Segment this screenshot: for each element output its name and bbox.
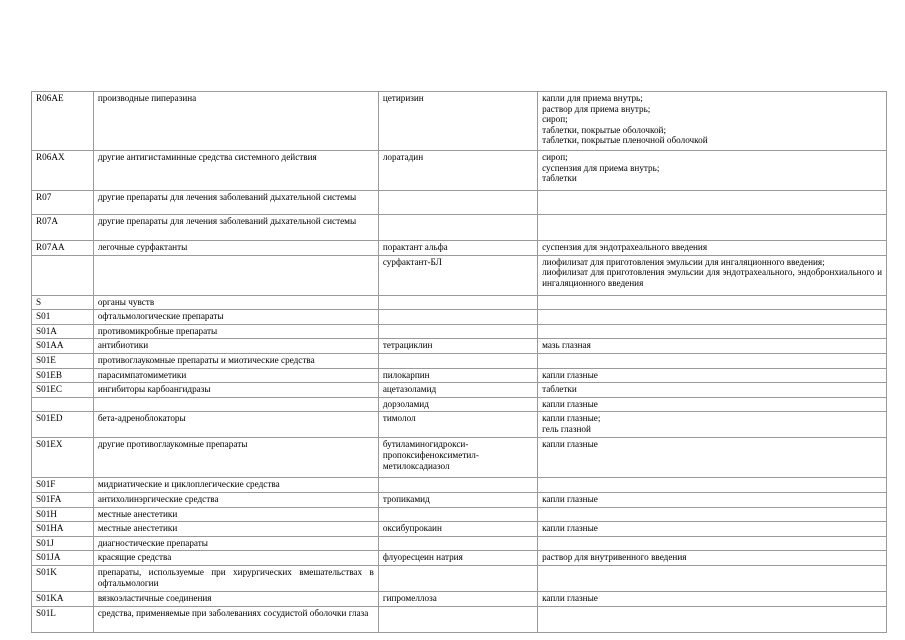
group-name-cell (93, 255, 378, 295)
group-name-cell: парасимпатомиметики (93, 368, 378, 383)
atc-code-cell: R07A (32, 215, 94, 241)
table-row (32, 310, 887, 325)
atc-code-cell: R06AX (32, 151, 94, 191)
atc-code-cell: S01HA (32, 522, 94, 537)
inn-cell: гипромеллоза (378, 591, 537, 606)
inn-cell: тетрациклин (378, 339, 537, 354)
group-name-cell: антихолинэргические средства (93, 492, 378, 507)
dosage-form-cell: раствор для внутривенного введения (538, 551, 887, 566)
inn-cell: ацетазоламид (378, 383, 537, 398)
group-name-cell: местные анестетики (93, 507, 378, 522)
inn-cell (378, 606, 537, 632)
table-row (32, 353, 887, 368)
dosage-form-cell (538, 478, 887, 493)
group-name-cell: мидриатические и циклоплегические средства (93, 478, 378, 493)
group-name-cell: легочные сурфактанты (93, 241, 378, 256)
inn-cell: порактант альфа (378, 241, 537, 256)
atc-code-cell: S01E (32, 353, 94, 368)
atc-code-cell: R07 (32, 191, 94, 215)
atc-code-cell: S01EC (32, 383, 94, 398)
inn-cell: флуоресцеин натрия (378, 551, 537, 566)
group-name-cell (93, 397, 378, 412)
table-row (32, 151, 887, 191)
group-name-cell: другие антигистаминные средства системного действия (93, 151, 378, 191)
dosage-form-cell: мазь глазная (538, 339, 887, 354)
table-row (32, 383, 887, 398)
table-row (32, 215, 887, 241)
table-row (32, 339, 887, 354)
atc-code-cell: S01L (32, 606, 94, 632)
table-row (32, 295, 887, 310)
inn-cell (378, 295, 537, 310)
inn-cell: сурфактант-БЛ (378, 255, 537, 295)
table-row (32, 412, 887, 438)
inn-cell (378, 215, 537, 241)
table-row (32, 397, 887, 412)
dosage-form-cell: капли глазные (538, 492, 887, 507)
dosage-form-cell: сироп; суспензия для приема внутрь; таблетки (538, 151, 887, 191)
inn-cell (378, 565, 537, 591)
dosage-form-cell: капли для приема внутрь; раствор для приема внутрь; сироп; таблетки, покрытые оболочкой; таблетки, покрытые пленочной оболочкой (538, 92, 887, 151)
inn-cell (378, 536, 537, 551)
group-name-cell: органы чувств (93, 295, 378, 310)
inn-cell: цетиризин (378, 92, 537, 151)
atc-code-cell: S01JA (32, 551, 94, 566)
group-name-cell: вязкоэластичные соединения (93, 591, 378, 606)
drug-table-body (32, 92, 887, 633)
inn-cell: бутиламиногидрокси- пропоксифеноксиметил- метилоксадиазол (378, 438, 537, 478)
inn-cell (378, 310, 537, 325)
dosage-form-cell (538, 295, 887, 310)
atc-code-cell: S01J (32, 536, 94, 551)
dosage-form-cell: капли глазные (538, 438, 887, 478)
group-name-cell: противоглаукомные препараты и миотические средства (93, 353, 378, 368)
group-name-cell: другие препараты для лечения заболеваний дыхательной системы (93, 215, 378, 241)
table-row (32, 92, 887, 151)
dosage-form-cell (538, 215, 887, 241)
group-name-cell: ингибиторы карбоангидразы (93, 383, 378, 398)
group-name-cell: диагностические препараты (93, 536, 378, 551)
drug-table (31, 91, 887, 633)
table-row (32, 324, 887, 339)
group-name-cell: производные пиперазина (93, 92, 378, 151)
dosage-form-cell: суспензия для эндотрахеального введения (538, 241, 887, 256)
group-name-cell: антибиотики (93, 339, 378, 354)
inn-cell: тропикамид (378, 492, 537, 507)
atc-code-cell: S01AA (32, 339, 94, 354)
dosage-form-cell: капли глазные (538, 522, 887, 537)
group-name-cell: бета-адреноблокаторы (93, 412, 378, 438)
inn-cell: тимолол (378, 412, 537, 438)
table-row (32, 368, 887, 383)
dosage-form-cell (538, 536, 887, 551)
table-row (32, 591, 887, 606)
atc-code-cell: S01EX (32, 438, 94, 478)
inn-cell (378, 353, 537, 368)
table-row (32, 565, 887, 591)
atc-code-cell: S01H (32, 507, 94, 522)
table-row (32, 551, 887, 566)
table-row (32, 438, 887, 478)
atc-code-cell (32, 255, 94, 295)
dosage-form-cell (538, 507, 887, 522)
inn-cell (378, 324, 537, 339)
dosage-form-cell (538, 191, 887, 215)
atc-code-cell: R07AA (32, 241, 94, 256)
atc-code-cell: S01ED (32, 412, 94, 438)
atc-code-cell: S01EB (32, 368, 94, 383)
group-name-cell: местные анестетики (93, 522, 378, 537)
inn-cell (378, 191, 537, 215)
group-name-cell: офтальмологические препараты (93, 310, 378, 325)
inn-cell: пилокарпин (378, 368, 537, 383)
group-name-cell: средства, применяемые при заболеваниях сосудистой оболочки глаза (93, 606, 378, 632)
table-row (32, 478, 887, 493)
table-row (32, 522, 887, 537)
table-row (32, 492, 887, 507)
dosage-form-cell: лиофилизат для приготовления эмульсии для ингаляционного введения; лиофилизат для приготовления эмульсии для эндотрахеального, эндобронхиального и ингаляционного введения (538, 255, 887, 295)
atc-code-cell: S01 (32, 310, 94, 325)
inn-cell (378, 507, 537, 522)
group-name-cell: препараты, используемые при хирургических вмешательствах в офтальмологии (93, 565, 378, 591)
inn-cell: дорзоламид (378, 397, 537, 412)
group-name-cell: противомикробные препараты (93, 324, 378, 339)
atc-code-cell: S01A (32, 324, 94, 339)
group-name-cell: другие противоглаукомные препараты (93, 438, 378, 478)
atc-code-cell: S01K (32, 565, 94, 591)
atc-code-cell: R06AE (32, 92, 94, 151)
table-row (32, 606, 887, 632)
dosage-form-cell (538, 606, 887, 632)
inn-cell: лоратадин (378, 151, 537, 191)
table-row (32, 241, 887, 256)
inn-cell (378, 478, 537, 493)
group-name-cell: другие препараты для лечения заболеваний дыхательной системы (93, 191, 378, 215)
table-row (32, 255, 887, 295)
table-row (32, 507, 887, 522)
dosage-form-cell: таблетки (538, 383, 887, 398)
table-row (32, 536, 887, 551)
dosage-form-cell (538, 324, 887, 339)
atc-code-cell: S (32, 295, 94, 310)
table-row (32, 191, 887, 215)
dosage-form-cell: капли глазные (538, 368, 887, 383)
atc-code-cell: S01FA (32, 492, 94, 507)
atc-code-cell: S01KA (32, 591, 94, 606)
inn-cell: оксибупрокаин (378, 522, 537, 537)
dosage-form-cell: капли глазные (538, 591, 887, 606)
dosage-form-cell (538, 565, 887, 591)
dosage-form-cell: капли глазные; гель глазной (538, 412, 887, 438)
dosage-form-cell (538, 310, 887, 325)
dosage-form-cell: капли глазные (538, 397, 887, 412)
atc-code-cell (32, 397, 94, 412)
group-name-cell: красящие средства (93, 551, 378, 566)
atc-code-cell: S01F (32, 478, 94, 493)
dosage-form-cell (538, 353, 887, 368)
